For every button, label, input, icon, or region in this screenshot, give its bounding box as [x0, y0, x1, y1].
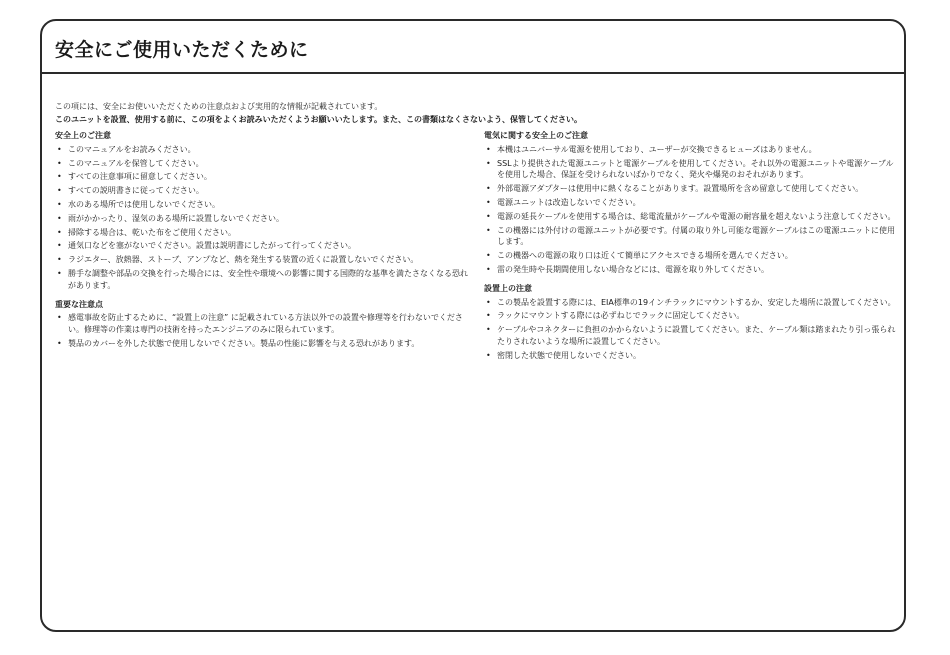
- list-item: • 外部電源アダプターは使用中に熱くなることがあります。設置場所を含め留意して使用してください。: [484, 183, 899, 195]
- intro-line-2: このユニットを設置、使用する前に、この項をよくお読みいただくようお願いいたします。また、この書類はなくさないよう、保管してください。: [55, 115, 583, 124]
- title-bar: [42, 21, 904, 74]
- list-item: • すべての説明書きに従ってください。: [55, 185, 470, 197]
- electric-list: [484, 144, 899, 276]
- content-frame: [40, 19, 906, 632]
- list-item: • 密閉した状態で使用しないでください。: [484, 350, 899, 362]
- left-column: [55, 130, 470, 357]
- page-title: 安全にご使用いただくために: [55, 39, 309, 61]
- list-item: • 水のある場所では使用しないでください。: [55, 199, 470, 211]
- intro: [55, 100, 895, 126]
- list-item: • 電源の延長ケーブルを使用する場合は、総電流量がケーブルや電源の耐容量を超えないよう注意してください。: [484, 211, 899, 223]
- list-item: • この機器には外付けの電源ユニットが必要です。付属の取り外し可能な電源ケーブルはこの電源ユニットに使用します。: [484, 225, 899, 249]
- section-title-safety: 安全上のご注意: [55, 131, 111, 140]
- safety-list: [55, 144, 470, 292]
- section-title-install: 設置上の注意: [484, 283, 532, 293]
- list-item: • ケーブルやコネクターに負担のかからないように設置してください。また、ケーブル類は踏まれたり引っ張られたりされないような場所に設置してください。: [484, 324, 899, 348]
- list-item: • 製品のカバーを外した状態で使用しないでください。製品の性能に影響を与える恐れがあります。: [55, 338, 470, 350]
- list-item: • 勝手な調整や部品の交換を行った場合には、安全性や環境への影響に関する国際的な基準を満たさなくなる恐れがあります。: [55, 268, 470, 292]
- intro-line-1: この項には、安全にお使いいただくための注意点および実用的な情報が記載されています。: [55, 102, 383, 111]
- list-item: • この機器への電源の取り口は近くて簡単にアクセスできる場所を選んでください。: [484, 250, 899, 262]
- install-list: [484, 297, 899, 362]
- section-title-important: 重要な注意点: [55, 299, 103, 309]
- list-item: • 通気口などを塞がないでください。設置は説明書にしたがって行ってください。: [55, 240, 470, 252]
- list-item: • 雷の発生時や長期間使用しない場合などには、電源を取り外してください。: [484, 264, 899, 276]
- right-column: [484, 130, 899, 369]
- list-item: • 本機はユニバーサル電源を使用しており、ユーザーが交換できるヒューズはありません。: [484, 144, 899, 156]
- list-item: • 掃除する場合は、乾いた布をご使用ください。: [55, 227, 470, 239]
- list-item: • この製品を設置する際には、EIA標準の19インチラックにマウントするか、安定した場所に設置してください。: [484, 297, 899, 309]
- list-item: • このマニュアルをお読みください。: [55, 144, 470, 156]
- list-item: • ラックにマウントする際には必ずねじでラックに固定してください。: [484, 310, 899, 322]
- list-item: • SSLより提供された電源ユニットと電源ケーブルを使用してください。それ以外の電源ユニットや電源ケーブルを使用した場合、保証を受けられないばかりでなく、発火や爆発のおそれがあります。: [484, 158, 899, 182]
- list-item: • ラジエター、放熱器、ストーブ、アンプなど、熱を発生する装置の近くに設置しないでください。: [55, 254, 470, 266]
- list-item: • 雨がかかったり、湿気のある場所に設置しないでください。: [55, 213, 470, 225]
- list-item: • 感電事故を防止するために、“設置上の注意” に記載されている方法以外での設置や修理等を行わないでください。修理等の作業は専門の技術を持ったエンジニアのみに限られています。: [55, 312, 470, 336]
- list-item: • すべての注意事項に留意してください。: [55, 171, 470, 183]
- list-item: • このマニュアルを保管してください。: [55, 158, 470, 170]
- section-title-electric: 電気に関する安全上のご注意: [484, 131, 588, 140]
- list-item: • 電源ユニットは改造しないでください。: [484, 197, 899, 209]
- important-list: [55, 312, 470, 349]
